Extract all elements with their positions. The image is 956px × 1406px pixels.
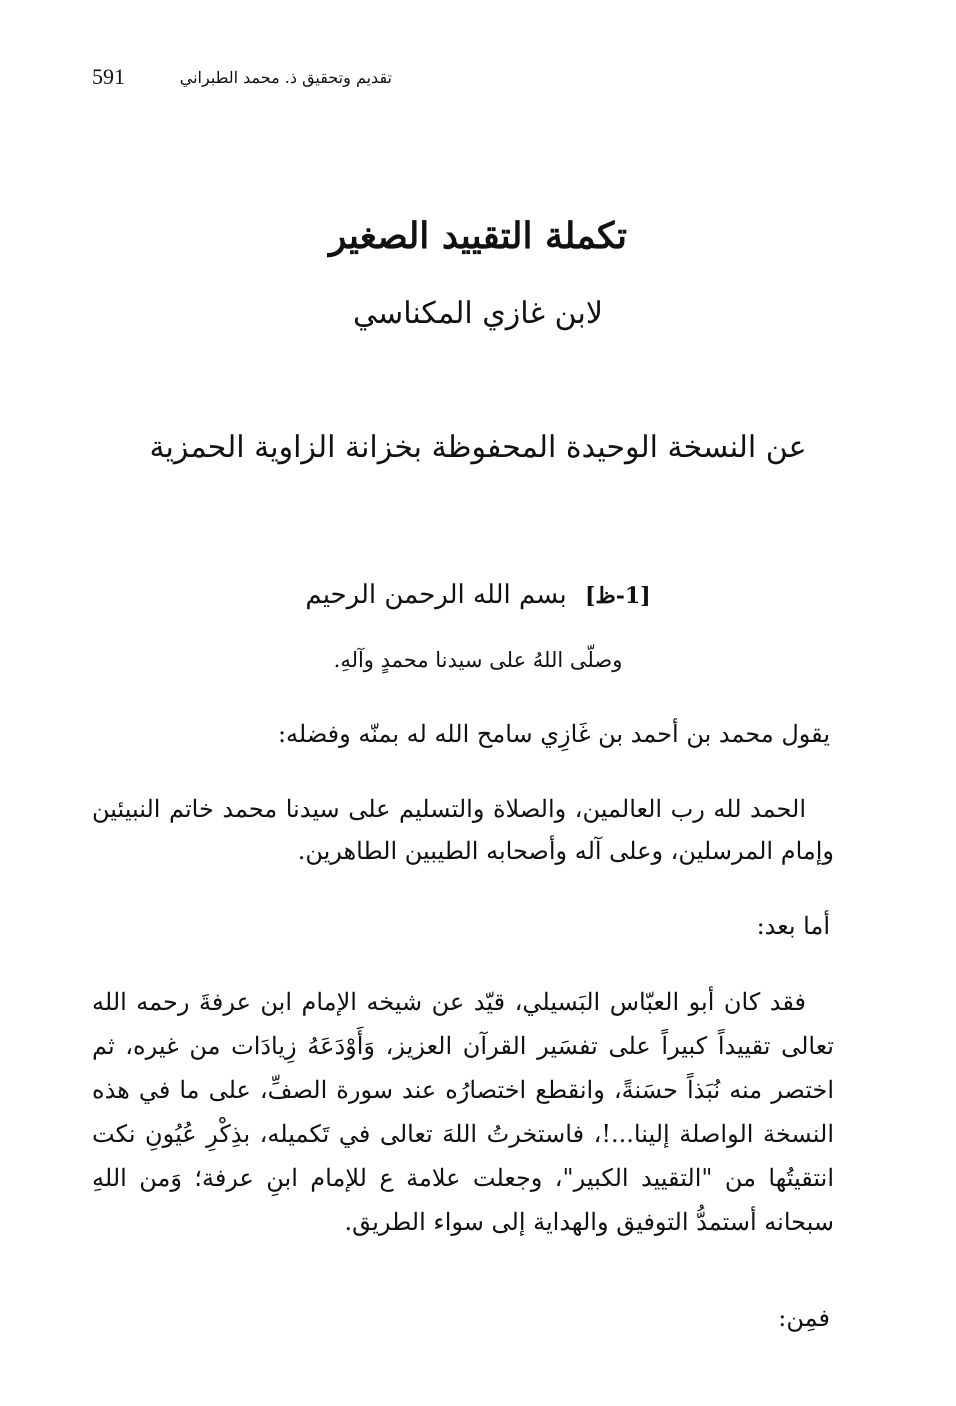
- closing-word: فمِن:: [778, 1304, 830, 1332]
- main-paragraph-text: فقد كان أبو العبّاس البَسيلي، قيّد عن شيخه الإمام ابن عرفةَ رحمه الله تعالى تقييداً كبيراً على تفسَير القرآن العزيز، وَأَوْدَعَهُ زِيادَات من غيره، ثم اختصر منه نُبَذاً حسَنةً، وانقطع اختصارُه عند سورة الصفِّ، على ما في هذه النسخة الواصلة إلينا...!، فاستخرتُ اللهَ تعالى في تَكميله، بذِكْرِ عُيُونِ نكت انتقيتُها من "التقييد الكبير"، وجعلت علامة ع للإمام ابنِ عرفة؛ وَمن اللهِ سبحانه أستمدُّ التوفيق والهداية إلى سواء الطريق.: [92, 988, 834, 1236]
- hamdala-paragraph: [92, 788, 834, 872]
- author-line: لابن غازي المكناسي: [353, 296, 603, 331]
- intro-line: يقول محمد بن أحمد بن غَازِي سامح الله له بمنّه وفضله:: [277, 720, 830, 748]
- amma-bad-heading: أما بعد:: [756, 912, 830, 940]
- document-title: تكملة التقييد الصغير: [329, 215, 627, 257]
- main-paragraph: [92, 980, 834, 1244]
- running-head: تقديم وتحقيق ذ. محمد الطبراني: [179, 67, 392, 87]
- basmala: بسم الله الرحمن الرحيم: [305, 580, 567, 610]
- page-number: 591: [92, 64, 125, 89]
- salawat-line: وصلّى اللهُ على سيدنا محمدٍ وآلهِ.: [333, 648, 623, 672]
- hamdala-text: الحمد لله رب العالمين، والصلاة والتسليم على سيدنا محمد خاتم النبيئين وإمام المرسلين، وعلى آله وأصحابه الطيبين الطاهرين.: [92, 795, 834, 865]
- manuscript-source-line: عن النسخة الوحيدة المحفوظة بخزانة الزاوية الحمزية: [149, 430, 807, 465]
- basmala-line: [0, 580, 956, 610]
- folio-marker: [1-ظ]: [584, 583, 651, 609]
- page-header: [92, 62, 392, 92]
